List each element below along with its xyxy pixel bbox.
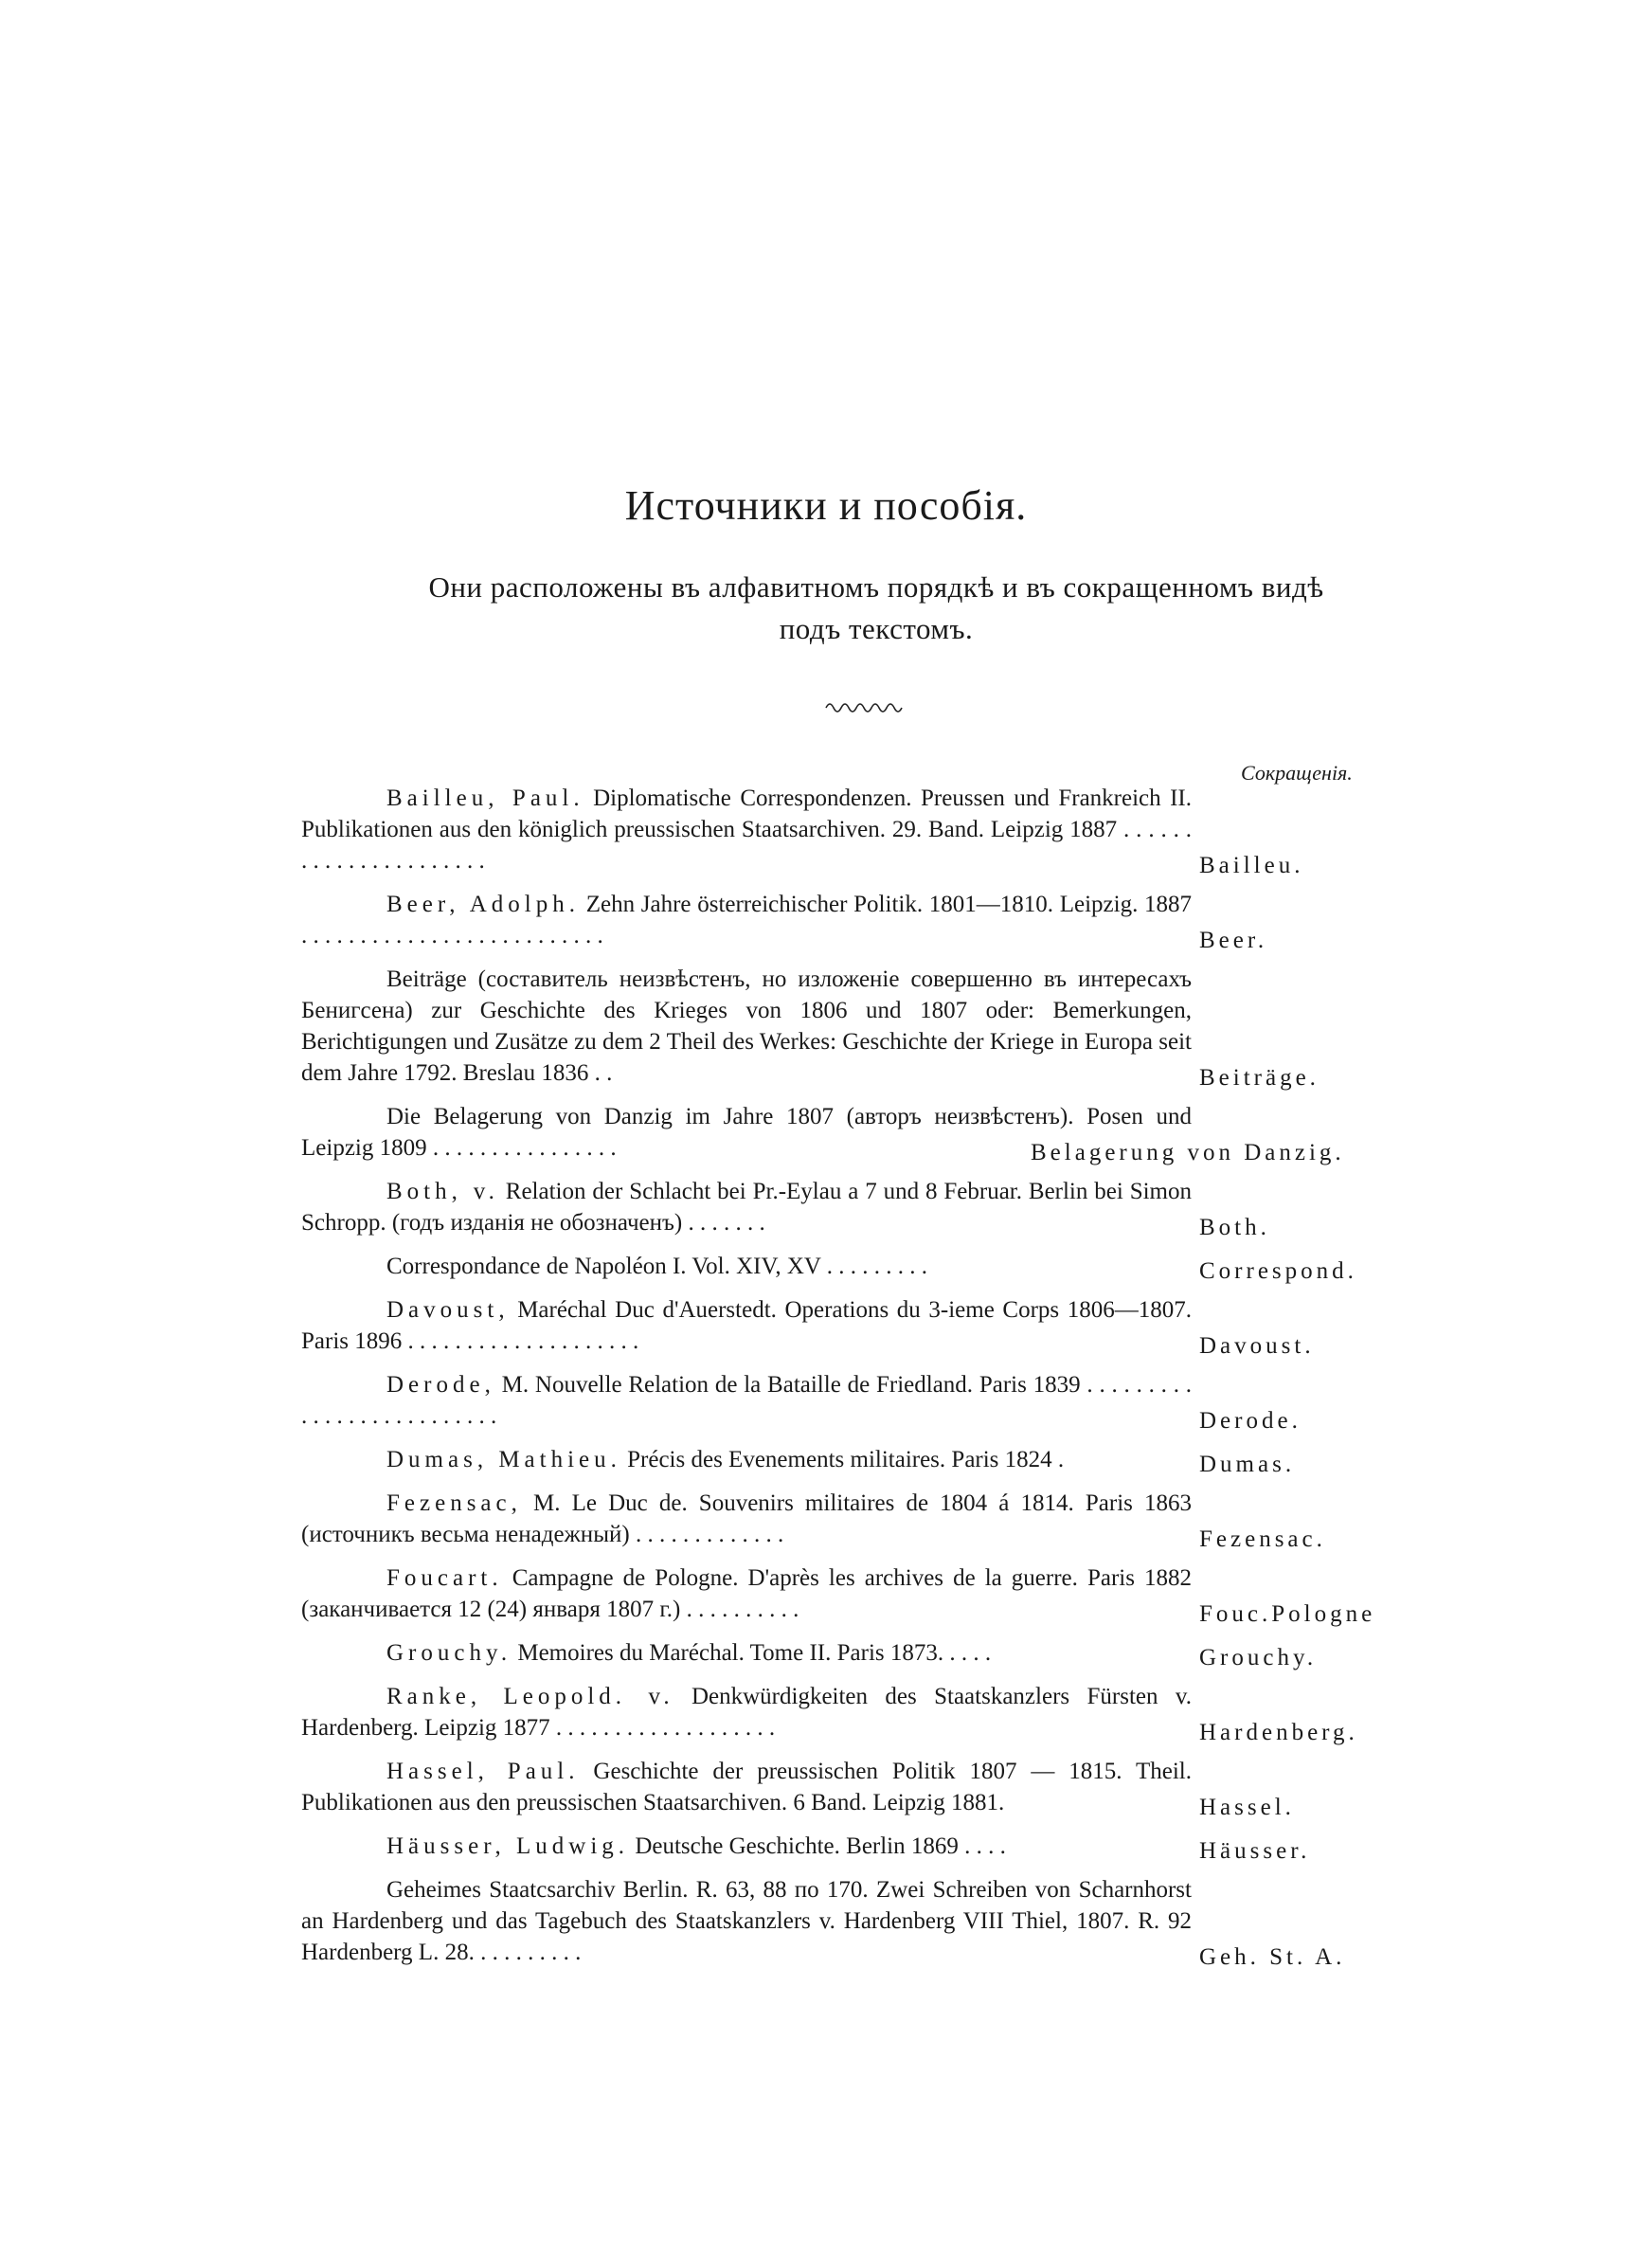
entry-text: Maréchal Duc d'Auerstedt. Operations du 3-ieme Corps 1806—1807. Paris 1896 . . . . . . . . . . . . . . . . . . . . — [301, 1297, 1193, 1354]
entry-text: Die Belagerung von Danzig im Jahre 1807 (авторъ неизвѣстенъ). Posen und Leipzig 1809 . . . . . . . . . . . . . . . . — [301, 1104, 1192, 1161]
entry-text: Deutsche Geschichte. Berlin 1869 . . . . — [635, 1833, 1006, 1859]
entry-text: Memoires du Maréchal. Tome II. Paris 1873. . . . . — [517, 1640, 992, 1666]
entry-text: Relation der Schlacht bei Pr.-Eylau a 7 und 8 Februar. Berlin bei Simon Schropp. (годъ изданія не обозначенъ) . . . . . . . — [301, 1179, 1192, 1236]
entry-text: Denkwürdigkeiten des Staatskanzlers Fürsten v. Hardenberg. Leipzig 1877 . . . . . . . . . . . . . . . . . . . — [301, 1684, 1193, 1741]
abbreviations-column-header: Сокращенія. — [1241, 761, 1353, 785]
entry-abbreviation: Correspond. — [1199, 1258, 1357, 1284]
entry-author: Bailleu, Paul. — [386, 785, 584, 811]
entry-author: Hassel, Paul. — [386, 1759, 580, 1784]
bibliography-entry — [301, 1637, 1419, 1669]
entry-abbreviation: Both. — [1199, 1215, 1270, 1240]
entry-abbreviation: Geh. St. A. — [1199, 1944, 1346, 1970]
bibliography-entry — [301, 1681, 1419, 1743]
entry-text: Diplomatische Correspondenzen. Preussen und Frankreich II. Publikationen aus den königlich preussischen Staatsarchiven. 29. Band. Leipzig 1887 . . . . . . . . . . . . . . . . . . . . . . — [301, 785, 1192, 874]
bibliography-entry — [301, 783, 1419, 876]
bibliography-list — [301, 783, 1419, 1980]
entry-abbreviation: Dumas. — [1199, 1452, 1296, 1477]
entry-author: Davoust, — [386, 1297, 510, 1323]
entry-author: Ranke, Leopold. v. — [386, 1684, 674, 1709]
subtitle-line-2: подъ текстомъ. — [779, 612, 974, 645]
bibliography-entry — [301, 1488, 1419, 1550]
entry-author: Fezensac, — [386, 1490, 522, 1516]
bibliography-entry — [301, 1874, 1419, 1968]
bibliography-entry — [301, 1101, 1419, 1164]
bibliography-entry — [301, 1294, 1419, 1357]
bibliography-entry — [301, 964, 1419, 1089]
entry-author: Derode, — [386, 1372, 495, 1398]
entry-author: Beer, Adolph. — [386, 892, 581, 917]
entry-text: M. Nouvelle Relation de la Bataille de Friedland. Paris 1839 . . . . . . . . . . . . . . . . . . . . . . . . . . — [301, 1372, 1192, 1429]
bibliography-entry — [301, 1176, 1419, 1238]
bibliography-entry — [301, 889, 1419, 951]
entry-text: Geschichte der preussischen Politik 1807 — 1815. Theil. Publikationen aus den preussischen Staatsarchiven. 6 Band. Leipzig 1881. — [301, 1759, 1192, 1815]
entry-author: Both, v. — [386, 1179, 499, 1204]
entry-abbreviation: Beiträge. — [1199, 1065, 1320, 1091]
entry-text: Campagne de Pologne. D'après les archives de la guerre. Paris 1882 (заканчивается 12 (24) января 1807 г.) . . . . . . . . . . — [301, 1565, 1193, 1622]
entry-author: Häusser, Ludwig. — [386, 1833, 630, 1859]
entry-abbreviation: Fezensac. — [1199, 1526, 1326, 1552]
page-subtitle — [336, 567, 1416, 650]
page-title: Источники и пособія. — [624, 482, 1028, 529]
bibliography-entry — [301, 1369, 1419, 1432]
entry-abbreviation: Beer. — [1199, 928, 1268, 953]
entry-abbreviation: Hardenberg. — [1199, 1720, 1358, 1745]
bibliography-entry — [301, 1562, 1419, 1625]
entry-text: Geheimes Staatcsarchiv Berlin. R. 63, 88 по 170. Zwei Schreiben von Scharnhorst an Hardenberg und das Tagebuch des Staatskanzlers v. Hardenberg VIII Thiel, 1807. R. 92 Hardenberg L. 28. . . . . . . . . . — [301, 1877, 1192, 1965]
entry-text: Correspondance de Napoléon I. Vol. XIV, XV . . . . . . . . . — [386, 1254, 927, 1279]
entry-abbreviation: Belagerung von Danzig. — [1031, 1140, 1345, 1165]
bibliography-entry — [301, 1756, 1419, 1818]
bibliography-entry — [301, 1251, 1419, 1282]
entry-abbreviation: Derode. — [1199, 1408, 1302, 1434]
entry-author: Foucart. — [386, 1565, 503, 1591]
decorative-squiggle-divider — [824, 696, 909, 715]
entry-text: Beiträge (составитель неизвѣстенъ, но изложеніе совершенно въ интересахъ Бенигсена) zur Geschichte des Krieges von 1806 und 1807 oder: Bemerkungen, Berichtigungen und Zusätze zu dem 2 Theil des Werkes: Geschichte der Kriege in Europa seit dem Jahre 1792. Breslau 1836 . . — [301, 966, 1192, 1086]
bibliography-entry — [301, 1444, 1419, 1475]
entry-abbreviation: Grouchy. — [1199, 1645, 1318, 1670]
entry-author: Grouchy. — [386, 1640, 512, 1666]
entry-author: Dumas, Mathieu. — [386, 1447, 621, 1472]
bibliography-entry — [301, 1831, 1419, 1862]
entry-abbreviation: Häusser. — [1199, 1838, 1311, 1864]
subtitle-line-1: Они расположены въ алфавитномъ порядкѣ и въ сокращенномъ видѣ — [428, 570, 1324, 604]
entry-abbreviation: Bailleu. — [1199, 853, 1304, 878]
entry-abbreviation: Hassel. — [1199, 1795, 1295, 1820]
entry-text: Précis des Evenements militaires. Paris 1824 . — [627, 1447, 1065, 1472]
entry-text: M. Le Duc de. Souvenirs militaires de 1804 á 1814. Paris 1863 (источникъ весьма ненадежный) . . . . . . . . . . . . . — [301, 1490, 1192, 1547]
entry-text: Zehn Jahre österreichischer Politik. 1801—1810. Leipzig. 1887 . . . . . . . . . . . . . . . . . . . . . . . . . . — [301, 892, 1193, 948]
entry-abbreviation: Fouc.Pologne — [1199, 1601, 1376, 1627]
entry-abbreviation: Davoust. — [1199, 1333, 1315, 1359]
